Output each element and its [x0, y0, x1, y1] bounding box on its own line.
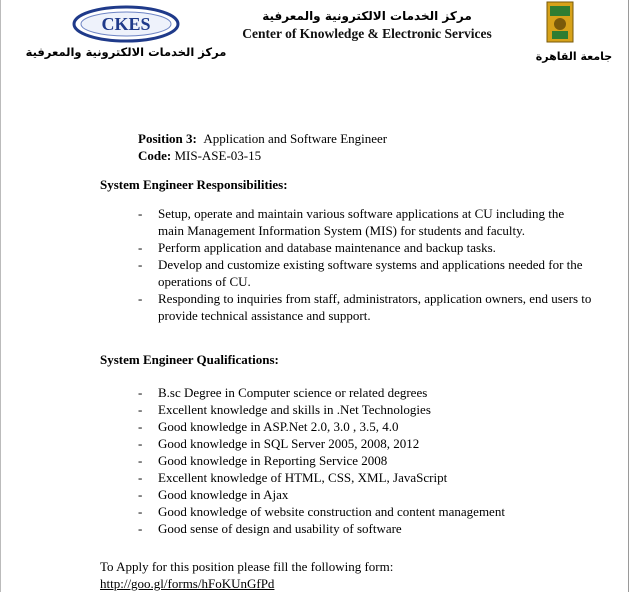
responsibilities-heading: System Engineer Responsibilities:	[100, 177, 288, 192]
position-line	[138, 130, 387, 147]
bullet-dash: -	[138, 291, 143, 306]
qualification-item	[138, 401, 608, 418]
responsibility-item	[138, 256, 608, 290]
qualification-item-text: B.sc Degree in Computer science or related degrees	[158, 385, 428, 400]
apply-form-link[interactable]: http://goo.gl/forms/hFoKUnGfPd	[100, 576, 275, 591]
bullet-dash: -	[138, 206, 143, 221]
position-label: Position 3:	[138, 131, 197, 146]
qualification-item	[138, 452, 608, 469]
ckes-logo-text: CKES	[101, 14, 151, 34]
header-arabic-title: مركز الخدمات الالكترونية والمعرفية	[262, 9, 472, 23]
bullet-dash: -	[138, 240, 143, 255]
responsibility-item-text: Setup, operate and maintain various software applications at CU including the	[158, 206, 565, 221]
qualification-item	[138, 520, 608, 537]
bullet-dash: -	[138, 257, 143, 272]
bullet-dash: -	[138, 453, 143, 468]
header-titles	[232, 8, 502, 42]
qualifications-list	[138, 384, 608, 537]
qualification-item	[138, 384, 608, 401]
bullet-dash: -	[138, 470, 143, 485]
responsibility-item-text: provide technical assistance and support.	[158, 308, 371, 323]
qualifications-heading: System Engineer Qualifications:	[100, 352, 279, 367]
qualification-item-text: Excellent knowledge and skills in .Net Technologies	[158, 402, 431, 417]
responsibilities-list	[138, 205, 608, 324]
bullet-dash: -	[138, 487, 143, 502]
qualification-item-text: Good knowledge in ASP.Net 2.0, 3.0 , 3.5, 4.0	[158, 419, 399, 434]
bullet-dash: -	[138, 504, 143, 519]
position-code: MIS-ASE-03-15	[174, 148, 262, 163]
responsibility-item	[138, 205, 608, 239]
bullet-dash: -	[138, 385, 143, 400]
qualification-item-text: Good knowledge in Ajax	[158, 487, 289, 502]
bullet-dash: -	[138, 402, 143, 417]
bullet-dash: -	[138, 436, 143, 451]
ckes-logo	[25, 4, 227, 62]
header-english-title: Center of Knowledge & Electronic Services	[242, 26, 492, 41]
code-line	[138, 147, 261, 164]
responsibility-item	[138, 290, 608, 324]
responsibility-item-text: operations of CU.	[158, 274, 251, 289]
qualification-item	[138, 469, 608, 486]
cairo-university-logo	[535, 0, 613, 66]
bullet-dash: -	[138, 419, 143, 434]
qualification-item	[138, 503, 608, 520]
qualification-item-text: Excellent knowledge of HTML, CSS, XML, JavaScript	[158, 470, 448, 485]
cairo-university-caption: جامعة القاهرة	[535, 50, 613, 63]
qualification-item-text: Good knowledge of website construction and content management	[158, 504, 505, 519]
responsibility-item-text: Develop and customize existing software systems and applications needed for the	[158, 257, 583, 272]
ckes-logo-arabic: مركز الخدمات الالكترونية والمعرفية	[25, 45, 227, 59]
qualification-item-text: Good knowledge in SQL Server 2005, 2008, 2012	[158, 436, 420, 451]
code-label: Code:	[138, 148, 172, 163]
qualification-item	[138, 418, 608, 435]
page-right-border	[628, 0, 629, 592]
qualification-item-text: Good knowledge in Reporting Service 2008	[158, 453, 388, 468]
apply-instructions: To Apply for this position please fill the following form:	[100, 559, 394, 574]
position-title: Application and Software Engineer	[203, 131, 388, 146]
qualification-item	[138, 486, 608, 503]
responsibility-item-text: Responding to inquiries from staff, administrators, application owners, end users to	[158, 291, 592, 306]
qualification-item-text: Good sense of design and usability of software	[158, 521, 402, 536]
responsibility-item-text: main Management Information System (MIS) for students and faculty.	[158, 223, 526, 238]
bullet-dash: -	[138, 521, 143, 536]
page-left-border	[0, 0, 1, 592]
responsibility-item	[138, 239, 608, 256]
responsibility-item-text: Perform application and database maintenance and backup tasks.	[158, 240, 496, 255]
qualification-item	[138, 435, 608, 452]
